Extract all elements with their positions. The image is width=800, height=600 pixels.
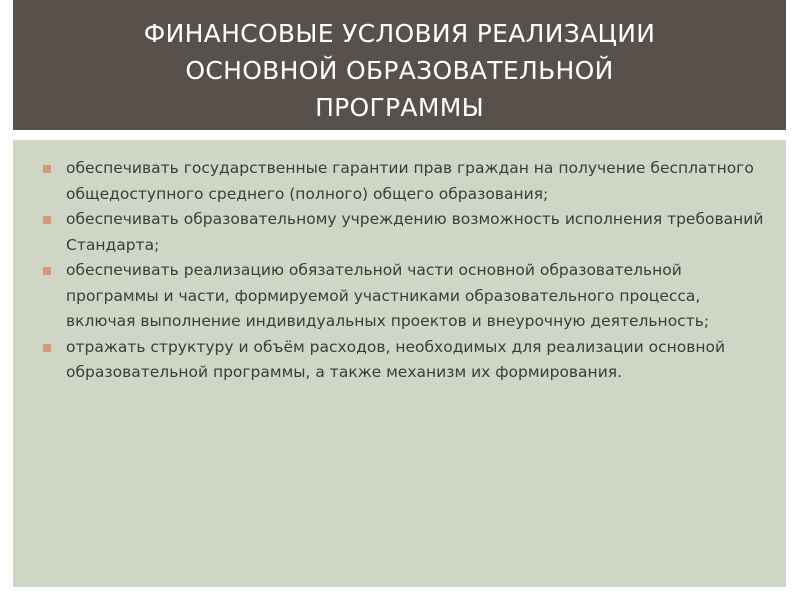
bullet-text: обеспечивать образовательному учреждению возможность исполнения требований Стандарта; — [66, 210, 764, 254]
bullet-item — [43, 335, 766, 386]
bullet-item — [43, 156, 766, 207]
square-bullet-icon — [43, 267, 51, 275]
bullet-list — [43, 156, 766, 386]
square-bullet-icon — [43, 216, 51, 224]
square-bullet-icon — [43, 165, 51, 173]
title-bar — [13, 0, 786, 130]
bullet-item — [43, 207, 766, 258]
slide-title — [13, 15, 786, 126]
slide-title-line: ПРОГРАММЫ — [315, 93, 484, 122]
bullet-text: обеспечивать государственные гарантии прав граждан на получение бесплатного общедоступного среднего (полного) общего образования; — [66, 159, 754, 203]
square-bullet-icon — [43, 344, 51, 352]
bullet-item — [43, 258, 766, 335]
slide-title-line: ОСНОВНОЙ ОБРАЗОВАТЕЛЬНОЙ — [185, 56, 614, 85]
slide-title-line: ФИНАНСОВЫЕ УСЛОВИЯ РЕАЛИЗАЦИИ — [143, 19, 656, 48]
content-panel — [13, 140, 786, 587]
bullet-text: обеспечивать реализацию обязательной части основной образовательной программы и части, формируемой участниками образовательного процесса, включая выполнение индивидуальных проектов и внеурочную деятельность; — [66, 261, 710, 330]
bullet-text: отражать структуру и объём расходов, необходимых для реализации основной образовательной программы, а также механизм их формирования. — [66, 337, 726, 381]
